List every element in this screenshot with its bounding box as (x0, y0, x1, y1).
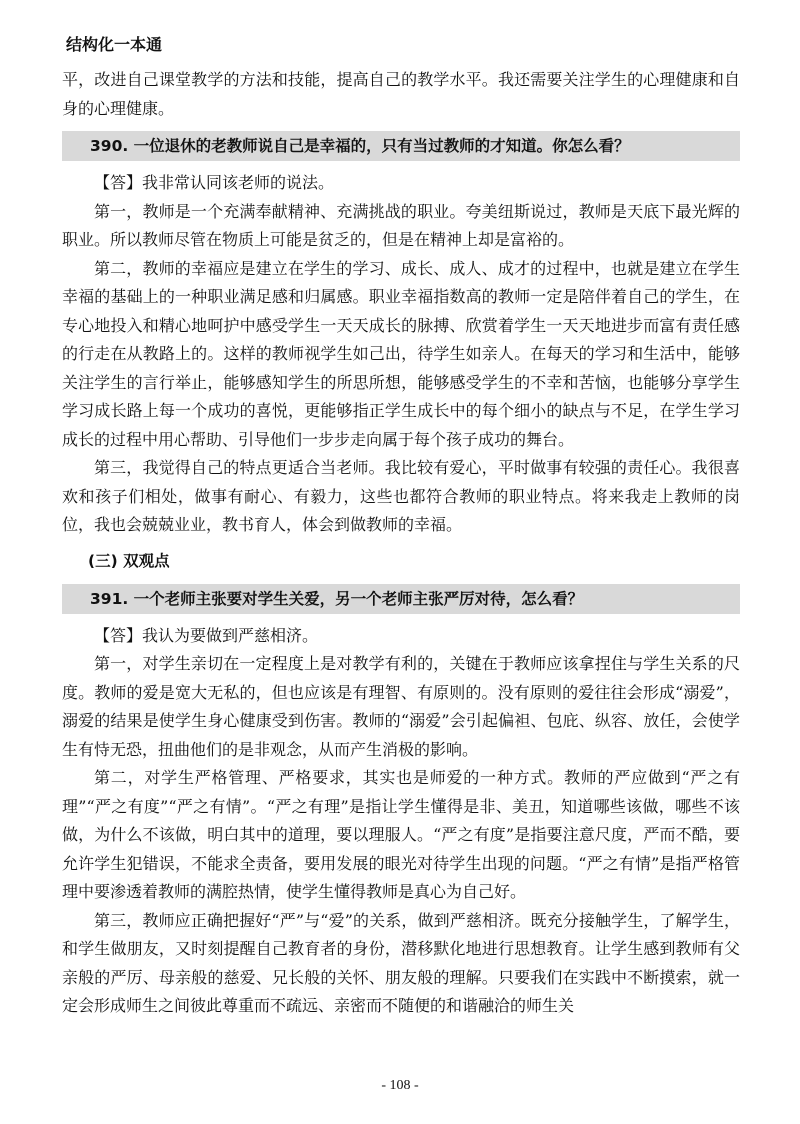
book-title: 结构化一本通 (66, 35, 163, 54)
paragraph: 第二，对学生严格管理、严格要求，其实也是师爱的一种方式。教师的严应做到“严之有理”“严之有度”“严之有情”。“严之有理”是指让学生懂得是非、美丑，知道哪些该做，哪些不该做，为什么不该做，明白其中的道理，要以理服人。“严之有度”是指要注意尺度，严而不酷，要允许学生犯错误，不能求全责备，要用发展的眼光对待学生出现的问题。“严之有情”是指严格管理中要渗透着教师的满腔热情，使学生懂得教师是真心为自己好。 (62, 768, 740, 901)
paragraph: 第一，对学生亲切在一定程度上是对教学有利的，关键在于教师应该拿捏住与学生关系的尺度。教师的爱是宽大无私的，但也应该是有理智、有原则的。没有原则的爱往往会形成“溺爱”，溺爱的结果是使学生身心健康受到伤害。教师的“溺爱”会引起偏袒、包庇、纵容、放任，会使学生有恃无恐，扭曲他们的是非观念，从而产生消极的影响。 (62, 654, 740, 759)
answer-intro: 【答】我认为要做到严慈相济。 (94, 625, 319, 645)
paragraph: 第三，我觉得自己的特点更适合当老师。我比较有爱心，平时做事有较强的责任心。我很喜欢和孩子们相处，做事有耐心、有毅力，这些也都符合教师的职业特点。将来我走上教师的岗位，我也会兢兢业业，教书育人，体会到做教师的幸福。 (62, 458, 740, 534)
page-content (62, 66, 740, 1021)
paragraph: 第二，教师的幸福应是建立在学生的学习、成长、成人、成才的过程中，也就是建立在学生幸福的基础上的一种职业满足感和归属感。职业幸福指数高的教师一定是陪伴着自己的学生，在专心地投入和精心地呵护中感受学生一天天成长的脉搏、欣赏着学生一天天地进步而富有责任感的行走在从教路上的。这样的教师视学生如己出，待学生如亲人。在每天的学习和生活中，能够关注学生的言行举止，能够感知学生的所思所想，能够感受学生的不幸和苦恼，也能够分享学生学习成长路上每一个成功的喜悦，更能够指正学生成长中的每个细小的缺点与不足，在学生学习成长的过程中用心帮助、引导他们一步步走向属于每个孩子成功的舞台。 (62, 258, 740, 449)
question-box: 390. 一位退休的老教师说自己是幸福的，只有当过教师的才知道。你怎么看？ (62, 131, 740, 161)
answer-intro: 【答】我非常认同该老师的说法。 (94, 173, 335, 192)
section-heading: (三) 双观点 (88, 551, 170, 570)
paragraph: 第三，教师应正确把握好“严”与“爱”的关系，做到严慈相济。既充分接触学生，了解学生，和学生做朋友，又时刻提醒自己教育者的身份，潜移默化地进行思想教育。让学生感到教师有父亲般的严厉、母亲般的慈爱、兄长般的关怀、朋友般的理解。只要我们在实践中不断摸索，就一定会形成师生之间彼此尊重而不疏远、亲密而不随便的和谐融洽的师生关 (62, 910, 740, 1015)
paragraph: 平，改进自己课堂教学的方法和技能，提高自己的教学水平。我还需要关注学生的心理健康和自身的心理健康。 (62, 70, 740, 118)
page-number: - 108 - (381, 1078, 419, 1093)
paragraph: 第一，教师是一个充满奉献精神、充满挑战的职业。夸美纽斯说过，教师是天底下最光辉的职业。所以教师尽管在物质上可能是贫乏的，但是在精神上却是富裕的。 (62, 201, 740, 249)
question-box: 391. 一个老师主张要对学生关爱，另一个老师主张严厉对待，怎么看？ (62, 584, 740, 614)
